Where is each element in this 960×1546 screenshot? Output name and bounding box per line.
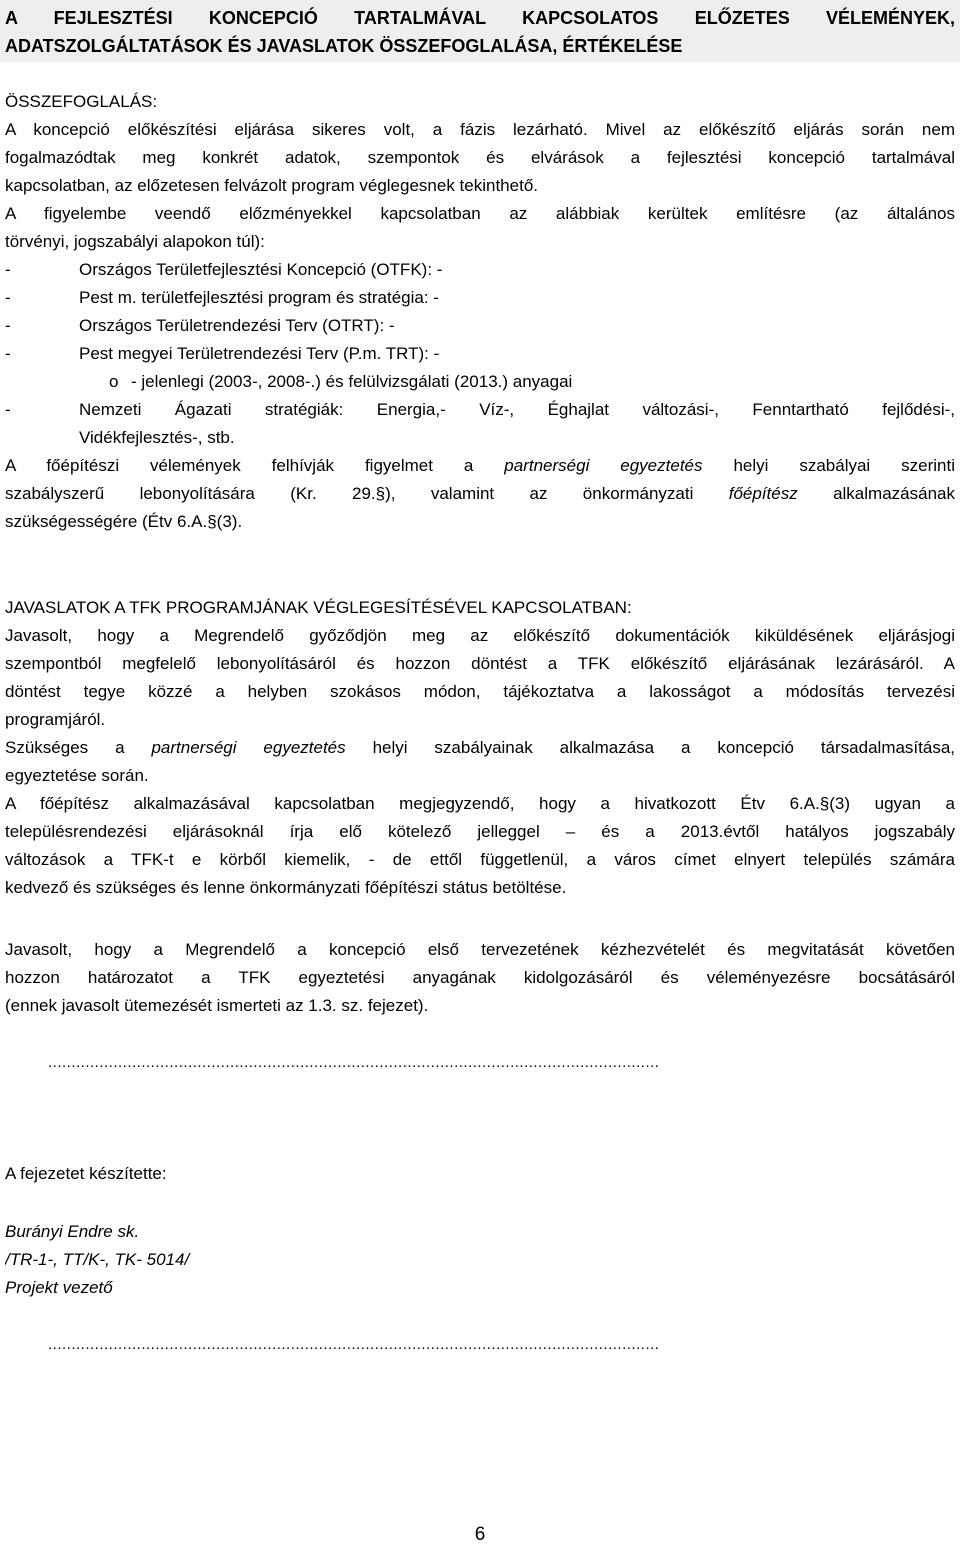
page-number: 6 <box>474 1524 486 1545</box>
summary-line: törvényi, jogszabályi alapokon túl): <box>5 232 265 251</box>
paragraph-line: egyeztetése során. <box>5 766 149 785</box>
paragraph-line: településrendezési eljárásoknál írja elő kötelező jelleggel – és a 2013.évtől hatályos jogszabály <box>5 822 955 841</box>
paragraph-line: Javasolt, hogy a Megrendelő a koncepció első tervezetének kézhezvételét és megvitatását követően <box>5 940 955 959</box>
text-span: alkalmazásának <box>833 484 955 503</box>
text-span: helyi szabályainak alkalmazása a koncepció társadalmasítása, <box>372 738 955 757</box>
sub-list-bullet: o <box>109 372 119 391</box>
paragraph-line <box>5 734 955 762</box>
list-bullet: - <box>5 288 11 307</box>
summary-closing-line <box>5 452 955 480</box>
proposal-final-paragraph <box>5 936 955 1020</box>
list-text: Országos Területfejlesztési Koncepció (OTFK): - <box>79 260 443 279</box>
paragraph-line: kedvező és szükséges és lenne önkormányzati főépítészi státus betöltése. <box>5 878 567 897</box>
summary-section <box>5 88 955 536</box>
signature-role: Projekt vezető <box>5 1278 113 1297</box>
paragraph-line: A főépítész alkalmazásával kapcsolatban megjegyzendő, hogy a hivatkozott Étv 6.A.§(3) ugyan a <box>5 794 955 813</box>
text-span: A főépítészi vélemények felhívják figyelmet a <box>5 456 474 475</box>
list-item <box>5 340 955 368</box>
list-item <box>5 256 955 284</box>
list-item <box>5 396 955 424</box>
list-text: Vidékfejlesztés-, stb. <box>79 428 235 447</box>
signature-details <box>5 1218 955 1302</box>
signature-code: /TR-1-, TT/K-, TK- 5014/ <box>5 1250 190 1269</box>
text-span: Szükséges a <box>5 738 125 757</box>
list-item-continuation <box>5 424 955 452</box>
document-title <box>5 4 955 60</box>
list-text: Országos Területrendezési Terv (OTRT): - <box>79 316 395 335</box>
proposals-section <box>5 594 955 902</box>
list-item <box>5 284 955 312</box>
list-text: Pest megyei Területrendezési Terv (P.m. TRT): - <box>79 344 440 363</box>
summary-heading: ÖSSZEFOGLALÁS: <box>5 92 158 111</box>
summary-line: kapcsolatban, az előzetesen felvázolt program véglegesnek tekinthető. <box>5 176 538 195</box>
paragraph-line: szempontból megfelelő lebonyolításáról és hozzon döntést a TFK előkészítő eljárásának lezárásáról. A <box>5 654 955 673</box>
summary-closing-line: szükségességére (Étv 6.A.§(3). <box>5 512 243 531</box>
dotted-separator: ................................................................................................................................... <box>48 1336 660 1353</box>
list-item <box>5 312 955 340</box>
paragraph-line: változások a TFK-t e körből kiemelik, - de ettől függetlenül, a város címet elnyert település számára <box>5 850 955 869</box>
italic-term: főépítész <box>728 484 798 503</box>
signature-label: A fejezetet készítette: <box>5 1164 167 1183</box>
text-span: szabályszerű lebonyolítására (Kr. 29.§), valamint az önkormányzati <box>5 484 694 503</box>
proposals-heading: JAVASLATOK A TFK PROGRAMJÁNAK VÉGLEGESÍTÉSÉVEL KAPCSOLATBAN: <box>5 598 632 617</box>
title-line-1: A FEJLESZTÉSI KONCEPCIÓ TARTALMÁVAL KAPCSOLATOS ELŐZETES VÉLEMÉNYEK, <box>5 8 955 28</box>
italic-term: partnerségi egyeztetés <box>504 456 703 475</box>
paragraph-line: programjáról. <box>5 710 106 729</box>
paragraph-line: hozzon határozatot a TFK egyeztetési anyagának kidolgozásáról és véleményezésre bocsátásáról <box>5 968 955 987</box>
summary-closing-line <box>5 480 955 508</box>
dotted-separator: ................................................................................................................................... <box>48 1054 660 1071</box>
summary-line: A figyelembe veendő előzményekkel kapcsolatban az alábbiak kerültek említésre (az általános <box>5 204 955 223</box>
list-text: - jelenlegi (2003-, 2008-.) és felülvizsgálati (2013.) anyagai <box>131 372 573 391</box>
list-bullet: - <box>5 400 11 419</box>
list-bullet: - <box>5 316 11 335</box>
paragraph-line: (ennek javasolt ütemezését ismerteti az 1.3. sz. fejezet). <box>5 996 429 1015</box>
list-bullet: - <box>5 260 11 279</box>
list-bullet: - <box>5 344 11 363</box>
signature-name: Burányi Endre sk. <box>5 1222 140 1241</box>
signature-block <box>5 1160 955 1188</box>
italic-term: partnerségi egyeztetés <box>151 738 346 757</box>
list-text: Nemzeti Ágazati stratégiák: Energia,- Víz-, Éghajlat változási-, Fenntartható fejlődési-, <box>79 400 955 419</box>
sub-list-item <box>5 368 955 396</box>
summary-line: fogalmazódtak meg konkrét adatok, szempontok és elvárások a fejlesztési koncepció tartalmával <box>5 148 955 167</box>
paragraph-line: Javasolt, hogy a Megrendelő győződjön meg az előkészítő dokumentációk kiküldésének eljárásjogi <box>5 626 955 645</box>
paragraph-line: döntést tegye közzé a helyben szokásos módon, tájékoztatva a lakosságot a módosítás tervezési <box>5 682 955 701</box>
list-text: Pest m. területfejlesztési program és stratégia: - <box>79 288 439 307</box>
summary-line: A koncepció előkészítési eljárása sikeres volt, a fázis lezárható. Mivel az előkészítő eljárás során nem <box>5 120 955 139</box>
title-line-2: ADATSZOLGÁLTATÁSOK ÉS JAVASLATOK ÖSSZEFOGLALÁSA, ÉRTÉKELÉSE <box>5 36 683 56</box>
text-span: helyi szabályai szerinti <box>733 456 955 475</box>
